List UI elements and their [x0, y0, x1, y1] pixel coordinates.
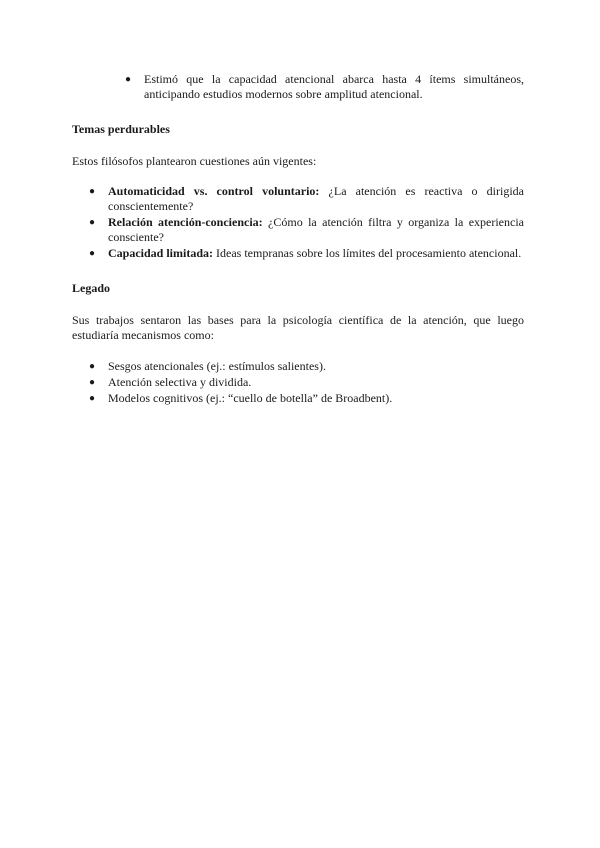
section-intro-legado: Sus trabajos sentaron las bases para la psicología científica de la atención, que luego estudiaría mecanismos como:	[72, 313, 524, 342]
list-item	[72, 184, 524, 214]
list-item-text: ¿La atención es reactiva o dirigida conscientemente?	[108, 184, 524, 213]
bullet-icon: ●	[89, 186, 96, 197]
temas-list	[72, 184, 524, 262]
list-item	[72, 215, 524, 245]
list-item-text: Modelos cognitivos (ej.: “cuello de botella” de Broadbent).	[108, 391, 393, 405]
list-item	[72, 359, 524, 374]
list-item-text: Atención selectiva y dividida.	[108, 375, 252, 389]
list-item-bold-label: Relación atención-conciencia:	[108, 215, 263, 229]
section-heading-legado: Legado	[72, 281, 111, 295]
list-item	[72, 391, 524, 406]
list-item-text: Estimó que la capacidad atencional abarca hasta 4 ítems simultáneos, anticipando estudios modernos sobre amplitud atencional.	[144, 72, 524, 101]
top-nested-list	[72, 72, 524, 103]
list-item	[72, 72, 524, 102]
list-item-text: ¿Cómo la atención filtra y organiza la experiencia consciente?	[108, 215, 524, 244]
bullet-icon: ●	[125, 74, 132, 85]
bullet-icon: ●	[89, 248, 96, 259]
list-item-bold-label: Automaticidad vs. control voluntario:	[108, 184, 320, 198]
bullet-icon: ●	[89, 217, 96, 228]
section-heading-temas: Temas perdurables	[72, 122, 170, 136]
legado-list	[72, 359, 524, 407]
list-item	[72, 375, 524, 390]
list-item-bold-label: Capacidad limitada:	[108, 246, 214, 260]
list-item	[72, 246, 524, 261]
bullet-icon: ●	[89, 377, 96, 388]
bullet-icon: ●	[89, 361, 96, 372]
list-item-text: Sesgos atencionales (ej.: estímulos salientes).	[108, 359, 326, 373]
bullet-icon: ●	[89, 393, 96, 404]
list-item-text: Ideas tempranas sobre los límites del procesamiento atencional.	[213, 246, 522, 260]
section-intro-temas: Estos filósofos plantearon cuestiones aún vigentes:	[72, 154, 317, 168]
